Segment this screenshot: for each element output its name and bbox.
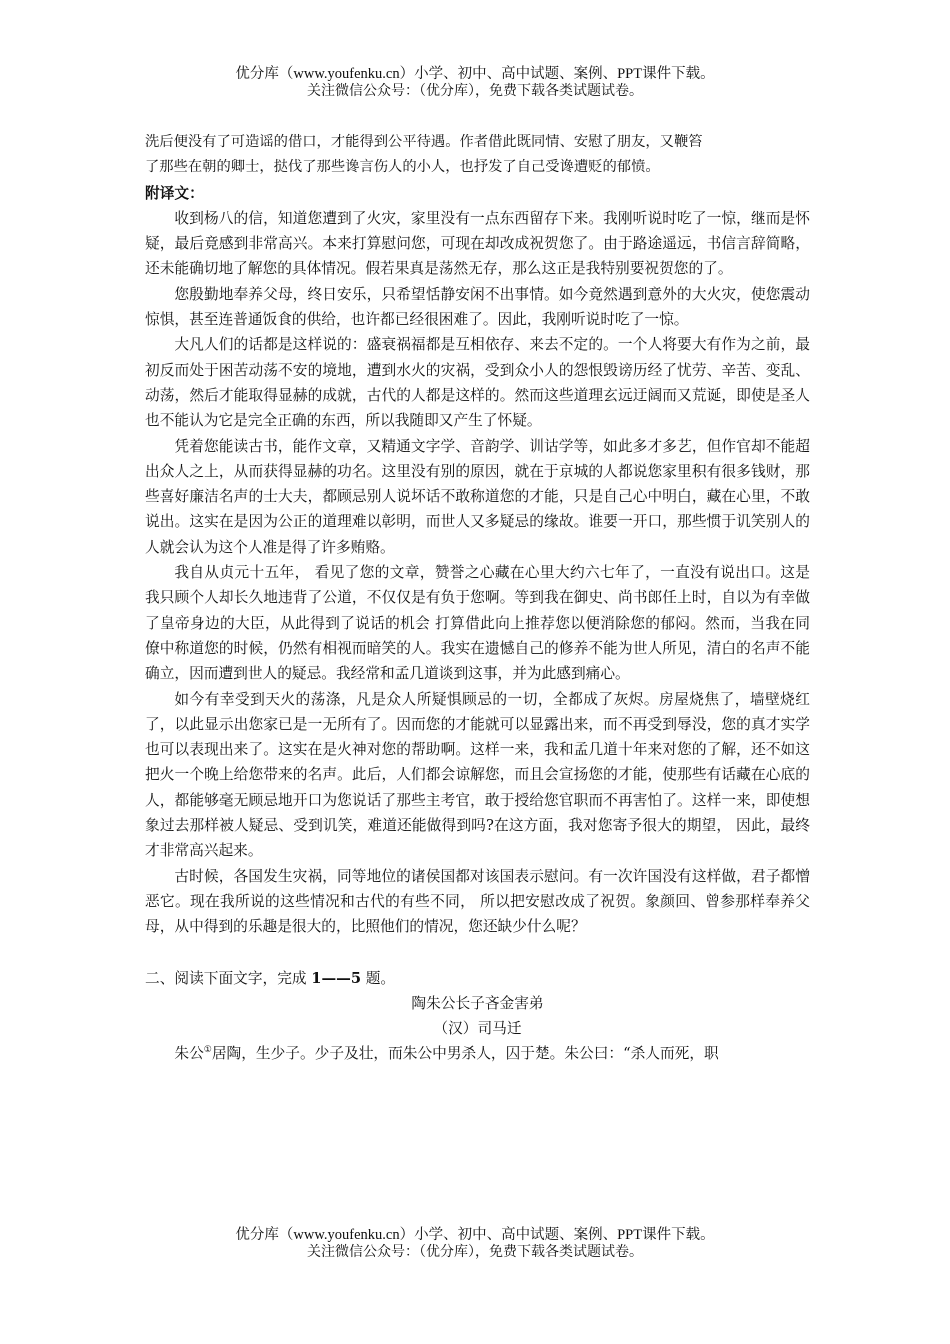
footer-site-line: 优分库（www.youfenku.cn）小学、初中、高中试题、案例、PPT课件下载。 [235, 1227, 715, 1243]
passage-text: 居陶，生少子。少子及壮，而朱公中男杀人，囚于楚。朱公曰：“杀人而死，职 [211, 1045, 719, 1063]
translation-paragraph: 收到杨八的信，知道您遭到了火灾，家里没有一点东西留存下来。我刚听说时吃了一惊，继而是怀疑，最后竟感到非常高兴。本来打算慰问您，可现在却改成祝贺您了。由于路途遥远，书信言辞简略，还未能确切地了解您的具体情况。假若果真是荡然无存，那么这正是我特别要祝贺您的了。 [145, 209, 810, 278]
question-range: 1——5 [311, 969, 362, 987]
translation-paragraph: 古时候，各国发生灾祸，同等地位的诸侯国都对该国表示慰问。有一次许国没有这样做，君子都憎恶它。现在我所说的这些情况和古代的有些不同， 所以把安慰改成了祝贺。象颜回、曾参那样奉养父母，从中得到的乐趣是很大的，比照他们的情况，您还缺少什么呢？ [145, 867, 810, 936]
passage-author: （汉）司马迁 [433, 1020, 522, 1038]
translation-paragraph: 我自从贞元十五年， 看见了您的文章，赞誉之心藏在心里大约六七年了，一直没有说出口。这是我只顾个人却长久地违背了公道，不仅仅是有负于您啊。等到我在御史、尚书郎任上时，自以为有幸做了皇帝身边的大臣，从此得到了说话的机会 打算借此向上推荐您以便消除您的郁闷。然而，当我在同僚中称道您的时候，仍然有相视而暗笑的人。我实在遗憾自己的修养不能为世人所见，清白的名声不能确立，因而遭到世人的疑忌。我经常和孟几道谈到这事，并为此感到痛心。 [145, 564, 810, 683]
section-instruction-prefix: 二、阅读下面文字，完成 [145, 969, 312, 987]
passage-first-line [145, 1041, 810, 1066]
passage-text: 朱公 [174, 1045, 204, 1063]
translation-paragraph: 如今有幸受到天火的荡涤，凡是众人所疑惧顾忌的一切，全都成了灰烬。房屋烧焦了，墙壁烧红了，以此显示出您家已是一无所有了。因而您的才能就可以显露出来，而不再受到辱没，您的真才实学也可以表现出来了。这实在是火神对您的帮助啊。这样一来，我和孟几道十年来对您的了解，还不如这把火一个晚上给您带来的名声。此后，人们都会谅解您，而且会宣扬您的才能，使那些有话藏在心底的人，都能够毫无顾忌地开口为您说话了那些主考官，敢于授给您官职而不再害怕了。这样一来，即使想象过去那样被人疑忌、受到讥笑，难道还能做得到吗?在这方面，我对您寄予很大的期望， 因此，最终才非常高兴起来。 [145, 690, 810, 860]
translation-paragraph: 您殷勤地奉养父母，终日安乐，只希望恬静安闲不出事情。如今竟然遇到意外的大火灾，使您震动惊惧，甚至连普通饭食的供给，也许都已经很困难了。因此，我刚听说时吃了一惊。 [145, 285, 810, 329]
section-instruction [145, 966, 810, 991]
spacer [145, 940, 810, 966]
header-site-line: 优分库（www.youfenku.cn）小学、初中、高中试题、案例、PPT课件下载。 [235, 66, 715, 82]
document-body [145, 130, 810, 1067]
annotation-line: 了那些在朝的卿士，挞伐了那些谗言伤人的小人，也抒发了自己受谗遭贬的郁愤。 [145, 159, 660, 176]
translation-paragraph: 大凡人们的话都是这样说的：盛衰祸福都是互相依存、来去不定的。一个人将要大有作为之前，最初反而处于困苦动荡不安的境地，遭到水火的灾祸，受到众小人的怨恨毁谤历经了忧劳、辛苦、变乱、动荡，然后才能取得显赫的成就，古代的人都是这样的。然而这些道理玄远迂阔而又荒诞，即使是圣人也不能认为它是完全正确的东西，所以我随即又产生了怀疑。 [145, 336, 810, 430]
footnote-marker: ① [203, 1045, 212, 1056]
translation-paragraph: 凭着您能读古书，能作文章，又精通文字学、音韵学、训诂学等，如此多才多艺，但作官却不能超出众人之上，从而获得显赫的功名。这里没有别的原因，就在于京城的人都说您家里积有很多钱财，那些喜好廉洁名声的士大夫，都顾忌别人说坏话不敢称道您的才能，只是自己心中明白，藏在心里，不敢说出。这实在是因为公正的道理难以彰明，而世人又多疑忌的缘故。谁要一开口，那些惯于讥笑别人的人就会认为这个人准是得了许多贿赂。 [145, 437, 810, 556]
page-header [0, 66, 950, 100]
page-footer [0, 1227, 950, 1261]
annotation-line: 洗后便没有了可造谣的借口，才能得到公平待遇。作者借此既同情、安慰了朋友，又鞭笞 [145, 134, 703, 150]
section-instruction-suffix: 题。 [361, 969, 396, 987]
passage-title: 陶朱公长子吝金害弟 [411, 994, 544, 1012]
translation-heading: 附译文： [145, 184, 204, 202]
footer-wechat-line: 关注微信公众号：（优分库），免费下载各类试题试卷。 [307, 1244, 643, 1260]
header-wechat-line: 关注微信公众号：（优分库），免费下载各类试题试卷。 [307, 83, 643, 99]
